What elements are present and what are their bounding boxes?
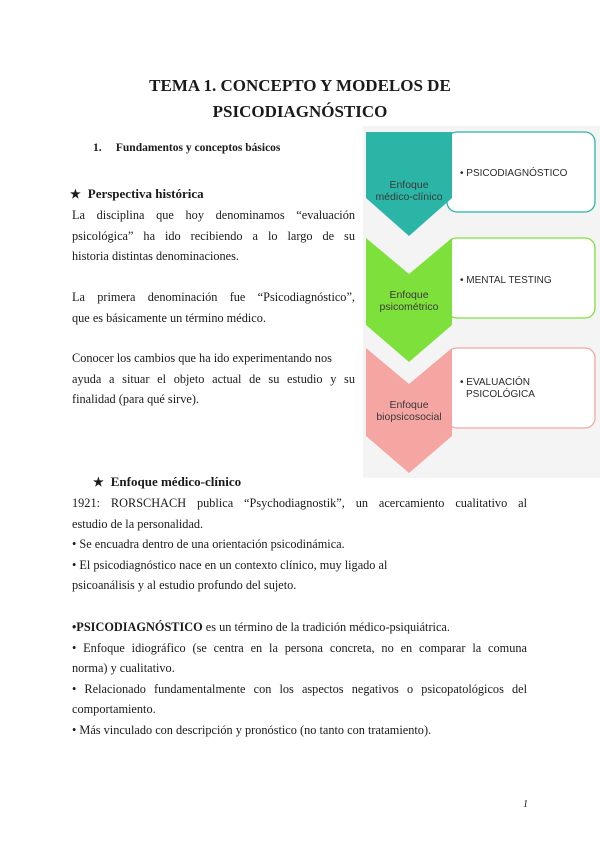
text-line: psicológica” ha ido recibiendo a lo largo de su (72, 228, 355, 243)
text-line: • Relacionado fundamentalmente con los aspectos negativos o psicopatológicos del (72, 681, 527, 696)
chevron-label-2: psicométrico (379, 301, 439, 313)
chevron-label-2: biopsicosocial (376, 411, 442, 423)
paragraph-rorschach (72, 493, 527, 596)
text-line: historia distintas denominaciones. (72, 249, 240, 263)
star-icon: ★ (93, 475, 104, 489)
document-title-line2: PSICODIAGNÓSTICO (212, 102, 388, 121)
paragraph-cambios (72, 348, 355, 410)
chevron-label-1: Enfoque (389, 289, 429, 301)
chevron-label-1: Enfoque (389, 399, 429, 411)
text-line: • Enfoque idiográfico (se centra en la persona concreta, no en comparar la comuna (72, 640, 527, 655)
heading-text: Enfoque médico-clínico (110, 474, 242, 489)
paragraph-psicodiagnostico (72, 617, 527, 740)
section-label: Fundamentos y conceptos básicos (115, 142, 281, 154)
text-line: 1921: RORSCHACH publica “Psychodiagnostik”, un acercamiento cualitativo al (72, 496, 527, 510)
enfoques-diagram (363, 126, 600, 478)
text-line: finalidad (para qué sirve). (72, 392, 200, 406)
text-line: La disciplina que hoy denominamos “evaluación (72, 208, 355, 222)
text-line: norma) y cualitativo. (72, 661, 175, 675)
section-number: 1. (93, 142, 102, 154)
chevron-label-2: médico-clínico (375, 191, 443, 203)
paragraph-denominaciones (72, 205, 355, 267)
section-heading (93, 142, 280, 154)
paragraph-primera-denominacion (72, 287, 355, 328)
term-rest: es un término de la tradición médico-psiquiátrica. (202, 620, 450, 634)
star-icon: ★ (70, 187, 81, 201)
heading-enfoque-medico-clinico (93, 474, 241, 490)
detail-text: • PSICODIAGNÓSTICO (460, 168, 568, 179)
text-line: comportamiento. (72, 702, 156, 716)
text-line: La primera denominación fue “Psicodiagnóstico”, (72, 290, 355, 304)
detail-text-2: PSICOLÓGICA (466, 389, 535, 400)
page-number: 1 (523, 799, 528, 810)
text-line: • El psicodiagnóstico nace en un contexto clínico, muy ligado al (72, 557, 388, 572)
detail-box (447, 348, 595, 428)
text-line: Conocer los cambios que ha ido experimentando nos (72, 351, 332, 365)
heading-perspectiva-historica (70, 186, 204, 202)
detail-text: • EVALUACIÓN (460, 377, 530, 388)
detail-text: • MENTAL TESTING (460, 275, 552, 286)
document-title-line1: TEMA 1. CONCEPTO Y MODELOS DE (149, 76, 451, 95)
heading-text: Perspectiva histórica (87, 186, 204, 201)
text-line: psicoanálisis y al estudio profundo del sujeto. (72, 578, 297, 592)
text-line: ayuda a situar el objeto actual de su estudio y su (72, 371, 355, 386)
bold-term: •PSICODIAGNÓSTICO (72, 620, 203, 634)
text-line: • Se encuadra dentro de una orientación psicodinámica. (72, 537, 345, 551)
text-line: que es básicamente un término médico. (72, 310, 266, 325)
text-line (72, 617, 527, 638)
chevron-label-1: Enfoque (389, 179, 429, 191)
text-line: • Más vinculado con descripción y pronóstico (no tanto con tratamiento). (72, 722, 432, 737)
text-line: estudio de la personalidad. (72, 516, 204, 531)
